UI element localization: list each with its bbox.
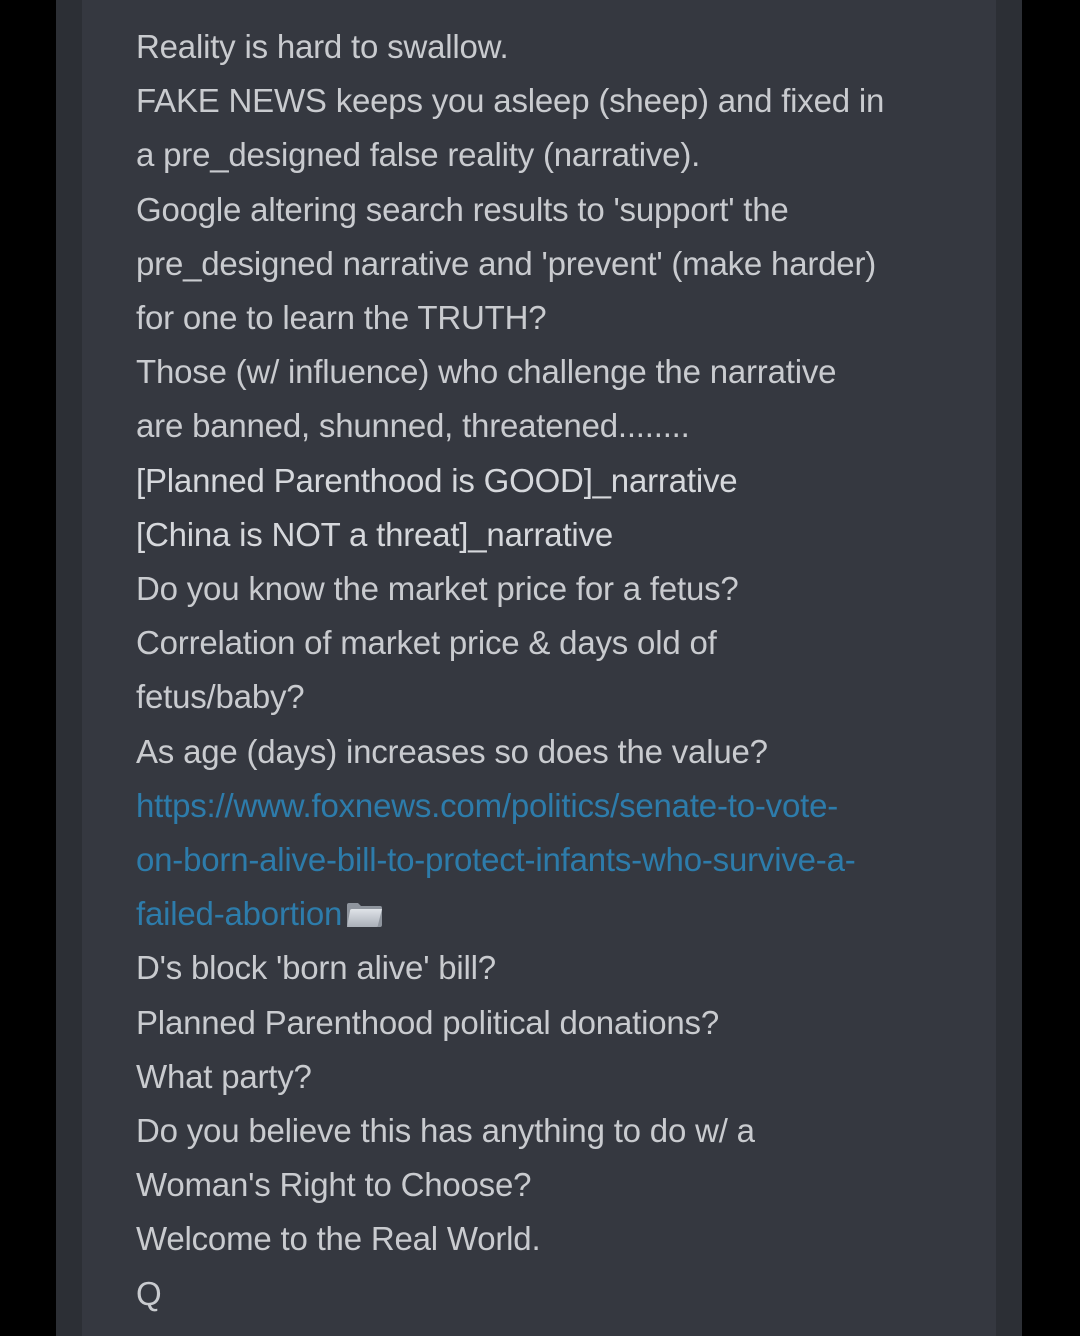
- article-link-part[interactable]: on-born-alive-bill-to-protect-infants-who-survive-a-: [136, 841, 856, 879]
- article-link[interactable]: [136, 895, 342, 932]
- post-line: What party?: [136, 1057, 312, 1095]
- article-link[interactable]: [136, 779, 936, 833]
- article-link[interactable]: [136, 833, 936, 887]
- post-line: fetus/baby?: [136, 678, 305, 716]
- post-line: are banned, shunned, threatened........: [136, 407, 690, 445]
- post-line: a pre_designed false reality (narrative).: [136, 136, 701, 174]
- post-line: Planned Parenthood political donations?: [136, 1003, 719, 1041]
- post-line: FAKE NEWS keeps you asleep (sheep) and fixed in: [136, 82, 885, 120]
- post-line: Welcome to the Real World.: [136, 1220, 541, 1258]
- post-line: Reality is hard to swallow.: [136, 28, 509, 65]
- article-link-part[interactable]: failed-abortion: [136, 895, 343, 933]
- post-line: for one to learn the TRUTH?: [136, 299, 547, 337]
- post-line: [China is NOT a threat]_narrative: [136, 515, 614, 553]
- post-line: Woman's Right to Choose?: [136, 1166, 532, 1204]
- post-line: D's block 'born alive' bill?: [136, 949, 496, 987]
- post-line: Google altering search results to 'support' the: [136, 190, 789, 228]
- folder-icon[interactable]: [344, 891, 384, 923]
- post-line: As age (days) increases so does the value?: [136, 732, 768, 770]
- post-line: Those (w/ influence) who challenge the narrative: [136, 353, 837, 391]
- article-link-part[interactable]: https://www.foxnews.com/politics/senate-to-vote-: [136, 786, 839, 824]
- post-line: [Planned Parenthood is GOOD]_narrative: [136, 461, 738, 499]
- post-body: [136, 20, 936, 1321]
- post-line: pre_designed narrative and 'prevent' (make harder): [136, 244, 877, 282]
- post-line: Do you know the market price for a fetus?: [136, 570, 739, 608]
- post-line: Do you believe this has anything to do w/ a: [136, 1112, 755, 1150]
- post-line: Correlation of market price & days old of: [136, 624, 717, 662]
- post-signature: Q: [136, 1274, 162, 1312]
